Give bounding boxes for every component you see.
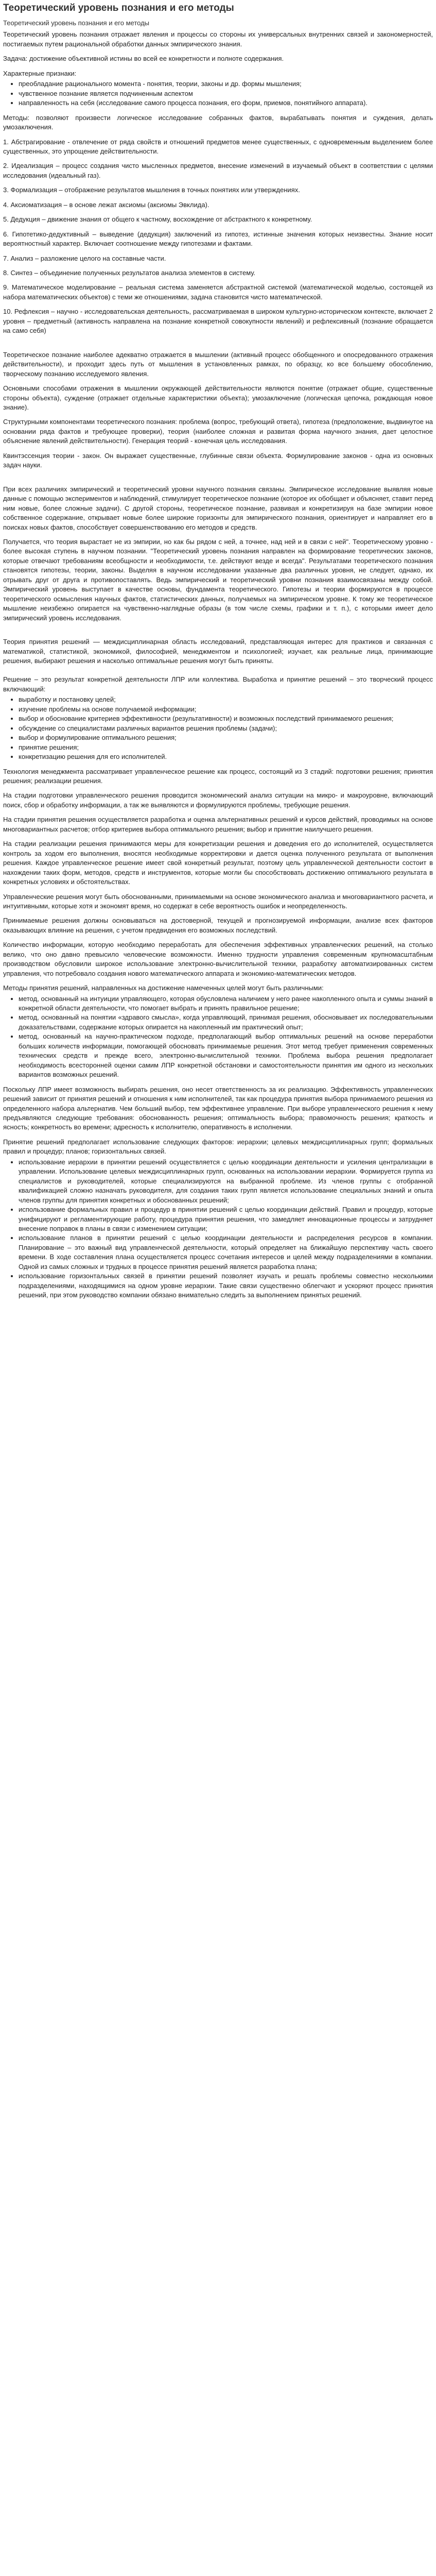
list-item: • чувственное познание является подчиненным аспектом <box>19 89 433 98</box>
features-list <box>3 79 433 108</box>
method-item: 8. Синтез – объединение полученных результатов анализа элементов в систему. <box>3 269 256 277</box>
page-subtitle: Теоретический уровень познания и его методы <box>3 19 150 27</box>
paragraph: Теоретическое познание наиболее адекватно отражается в мышлении (активный процесс обобщенного и опосредованного отражения действительности), и проходит здесь путь от мышления в установленных рамках, по образцу, ко все большему обособлению, творческому познанию исследуемого явления. <box>3 350 433 378</box>
paragraph: Управленческие решения могут быть обоснованными, принимаемыми на основе экономического анализа и многовариантного расчета, и интуитивными, которые хотя и экономят время, но содержат в себе вероятность ошибок и неопределенность. <box>3 892 433 910</box>
paragraph: Методы принятия решений, направленных на достижение намеченных целей могут быть различными: <box>3 984 324 992</box>
list-item: • изучение проблемы на основе получаемой информации; <box>19 705 433 714</box>
list-item: • метод, основанный на научно-практическом подходе, предполагающий выбор оптимальных решений на основе переработки больших количеств информации, помогающей обосновать принимаемые решения. Этот метод требует применения современных технических средств и прежде всего, электронно-вычислительной техники. Проблема выбора решения предполагает необходимость всесторонней оценки самим ЛПР конкретной обстановки и самостоятельности принятия им одного из нескольких вариантов возможных решений. <box>19 1032 433 1079</box>
features-header: Характерные признаки: <box>3 69 77 77</box>
paragraph: На стадии реализации решения принимаются меры для конкретизации решения и доведения его до исполнителей, осуществляется контроль за ходом его выполнения, вносятся необходимые корректировки и дается оценка полученного результата от выполнения решения. Каждое управленческое решение имеет свой конкретный результат, поэтому цель управленческой деятельности состоит в нахождении таких форм, методов, средств и инструментов, которые могли бы способствовать достижению оптимального результата в конкретных условиях и обстоятельствах. <box>3 840 433 886</box>
method-item: 2. Идеализация – процесс создания чисто мысленных предметов, внесение изменений в изучаемый объект в соответствии с целями исследования (идеальный газ). <box>3 162 433 179</box>
list-item: • использование формальных правил и процедур в принятии решений с целью координации действий. Правил и процедур, которые унифицируют и регламентирующие работу, процедура принятия решения, что замедляет инновационные процессы и затрудняет внесение поправок в планы в связи с изменением ситуации; <box>19 1205 433 1233</box>
paragraph: Квинтэссенция теории - закон. Он выражает существенные, глубинные связи объекта. Формулирование законов - одна из основных задач науки. <box>3 451 433 469</box>
list-item: • выбор и обоснование критериев эффективности (результативности) и возможных последствий принимаемого решения; <box>19 714 433 723</box>
list-item: • выработку и постановку целей; <box>19 695 433 704</box>
list-item: • конкретизацию решения для его исполнителей. <box>19 752 433 761</box>
decision-steps-list <box>3 695 433 761</box>
paragraph: Структурными компонентами теоретического познания: проблема (вопрос, требующий ответа), гипотеза (предположение, выдвинутое на основании ряда фактов и требующее проверки), теория (наиболее сложная и развитая форма научного знания, дает целостное объяснение явлений действительности). Генерация теорий - конечная цель исследования. <box>3 418 433 445</box>
paragraph: При всех различиях эмпирический и теоретический уровни научного познания связаны. Эмпирическое исследование выявляя новые данные с помощью экспериментов и наблюдений, стимулирует теоретическое познание (которое их обобщает и объясняет, ставит перед ним новые, более сложные задачи). С другой стороны, теоретическое познание, развивая и конкретизируя на базе эмпирии новое собственное содержание, открывает новые более широкие горизонты для эмпирического познания, ориентирует и направляет его в поисках новых фактов, способствует совершенствованию его методов и средств. <box>3 485 433 531</box>
method-item: 7. Анализ – разложение целого на составные части. <box>3 254 166 262</box>
paragraph: Принятие решений предполагает использование следующих факторов: иерархии; целевых междисциплинарных групп; формальных правил и процедур; планов; горизонтальных связей. <box>3 1138 433 1156</box>
method-item: 3. Формализация – отображение результатов мышления в точных понятиях или утверждениях. <box>3 186 300 194</box>
paragraph: Принимаемые решения должны основываться на достоверной, текущей и прогнозируемой информации, анализе всех факторов оказывающих влияние на решения, с учетом предвидения его возможных последствий. <box>3 917 433 934</box>
method-item: 10. Рефлексия – научно - исследовательская деятельность, рассматриваемая в широком культурно-историческом контексте, включает 2 уровня – предметный (активность направлена на познание конкретной совокупности явлений) и рефлексивный (познание обращается на само себя) <box>3 308 433 335</box>
paragraph: Теория принятия решений — междисциплинарная область исследований, представляющая интерес для практиков и связанная с математикой, статистикой, экономикой, философией, менеджментом и психологией; изучает, как реальные лица, принимающие решения, выбирают решения и насколько оптимальные решения могут быть приняты. <box>3 638 433 665</box>
list-item: • преобладание рационального момента - понятия, теории, законы и др. формы мышления; <box>19 79 433 89</box>
list-item: • принятие решения; <box>19 743 433 752</box>
decision-factors-list <box>3 1158 433 1300</box>
intro-paragraph: Теоретический уровень познания отражает явления и процессы со стороны их универсальных внутренних связей и закономерностей, постигаемых путем рациональной обработки данных эмпирического знания. <box>3 30 433 48</box>
paragraph: На стадии принятия решения осуществляется разработка и оценка альтернативных решений и курсов действий, проводимых на основе многовариантных расчетов; отбор критериев выбора оптимального решения; выбор и принятие наилучшего решения. <box>3 816 433 833</box>
list-item: • использование горизонтальных связей в принятии решений позволяет изучать и решать проблемы совместно несколькими подразделениями, находящимися на одном уровне иерархии. Такие связи существенно облегчают и ускоряют процесс принятия решений, при этом руководство компании обязано внимательно следить за выполнением принятых решений. <box>19 1272 433 1300</box>
method-item: 6. Гипотетико-дедуктивный – выведение (дедукция) заключений из гипотез, истинные значения которых неизвестны. Знание носит вероятностный характер. Включает соотношение между гипотезами и фактами. <box>3 230 433 248</box>
method-item: 1. Абстрагирование - отвлечение от ряда свойств и отношений предметов менее существенных, с одновременным выделением более существенных, это упрощение действительности. <box>3 138 433 155</box>
list-item: • метод, основанный на интуиции управляющего, которая обусловлена наличием у него ранее накопленного опыта и суммы знаний в конкретной области деятельности, что помогает выбрать и принять правильное решение; <box>19 994 433 1013</box>
list-item: • использование планов в принятии решений с целью координации деятельности и распределения ресурсов в компании. Планирование – это важный вид управленческой деятельности, который определяет на ближайшую перспективу часть своего времени. В ходе составления плана осуществляется процесс сочетания интересов и целей между подразделениями в компании. Одной из самых сложных и трудных в процессе принятия решений является разработка плана; <box>19 1233 433 1272</box>
list-item: • выбор и формулирование оптимального решения; <box>19 733 433 742</box>
page-title: Теоретический уровень познания и его методы <box>3 3 234 13</box>
paragraph: Количество информации, которую необходимо переработать для обеспечения эффективных управленческих решений, на столько велико, что оно давно превысило человеческие возможности. Именно трудности управления современным крупномасштабным производством обусловили широкое использование электронно-вычислительной техники, разработку автоматизированных систем управления, что потребовало создания нового математического аппарата и экономико-математических методов. <box>3 941 433 977</box>
decision-methods-list <box>3 994 433 1080</box>
paragraph: Технология менеджмента рассматривает управленческое решение как процесс, состоящий из 3 стадий: подготовки решения; принятия решения; реализации решения. <box>3 767 433 785</box>
method-item: 9. Математическое моделирование – реальная система заменяется абстрактной системой (математической моделью, состоящей из набора математических объектов) с теми же отношениями, задача становится чисто математической. <box>3 283 433 301</box>
method-item: 4. Аксиоматизация – в основе лежат аксиомы (аксиомы Эвклида). <box>3 200 210 209</box>
paragraph: Основными способами отражения в мышлении окружающей действительности являются понятие (отражает общие, существенные стороны объекта), суждение (отражает отдельные характеристики объекта); умозаключение (логическая цепочка, рождающая новое знание). <box>3 384 433 412</box>
list-item: • направленность на себя (исследование самого процесса познания, его форм, приемов, понятийного аппарата). <box>19 98 433 108</box>
paragraph: Получается, что теория вырастает не из эмпирии, но как бы рядом с ней, а точнее, над ней и в связи с ней". Теоретическому уровню - более высокая ступень в научном познании. "Теоретический уровень познания направлен на формирование теоретических законов, которые отвечают требованиям всеобщности и необходимости, т.е. действуют везде и всегда". Результатами теоретического познания становятся гипотезы, теории, законы. Выделяя в научном исследовании указанные два различных уровня, не следует, однако, их отрывать друг от друга и противопоставлять. Ведь эмпирический и теоретический уровни познания взаимосвязаны между собой. Эмпирический уровень выступает в качестве основы, фундамента теоретического. Гипотезы и теории формируются в процессе теоретического осмысления научных фактов, статистических данных, получаемых на эмпирическом уровне. К тому же теоретическое мышление неизбежно опирается на чувственно-наглядные образы (в том числе схемы, графики и т. п.), с которыми имеет дело эмпирический уровень исследования. <box>3 538 433 622</box>
method-item: 5. Дедукция – движение знания от общего к частному, восхождение от абстрактного к конкретному. <box>3 215 312 224</box>
paragraph: Поскольку ЛПР имеет возможность выбирать решения, оно несет ответственность за их реализацию. Эффективность управленческих решений зависит от принятия решений и отношения к ним исполнителей, так как процедура принятия выбора принимаемого решения из определенного набора альтернатив. Чем больший выбор, тем эффективнее управление. При выборе управленческого решения к нему предъявляются следующие требования: обоснованность решения; оптимальность выбора; правомочность решения; краткость и ясность; конкретность во времени; адресность к исполнителю, оперативность в исполнении. <box>3 1085 433 1131</box>
paragraph: На стадии подготовки управленческого решения проводится экономический анализ ситуации на микро- и макроуровне, включающий поиск, сбор и обработку информации, а так же выявляются и формулируются проблемы, требующие решения. <box>3 791 433 809</box>
task-paragraph: Задача: достижение объективной истины во всей ее конкретности и полноте содержания. <box>3 55 284 63</box>
list-item: • обсуждение со специалистами различных вариантов решения проблемы (задачи); <box>19 724 433 733</box>
methods-intro: Методы: позволяют произвести логическое исследование собранных фактов, вырабатывать понятия и суждения, делать умозаключения. <box>3 113 433 131</box>
list-item: • использование иерархии в принятии решений осуществляется с целью координации деятельности и усиления централизации в управлении. Использование целевых междисциплинарных групп, основанных на использовании иерархии. Формируется группа из специалистов и руководителей, которые специализируются на выбранной проблеме. Из членов группы с отобранной квалификацией сложно назначать руководителя, для создания таких групп является использование специальных знаний и опыта членов группы для принятия конкретных и обоснованных решений; <box>19 1158 433 1205</box>
paragraph: Решение – это результат конкретной деятельности ЛПР или коллектива. Выработка и принятие решений – это творческий процесс включающий: <box>3 675 433 693</box>
list-item: • метод, основанный на понятии «здравого смысла», когда управляющий, принимая решения, обосновывает их последовательными доказательствами, содержание которых опирается на накопленный им практический опыт; <box>19 1013 433 1032</box>
